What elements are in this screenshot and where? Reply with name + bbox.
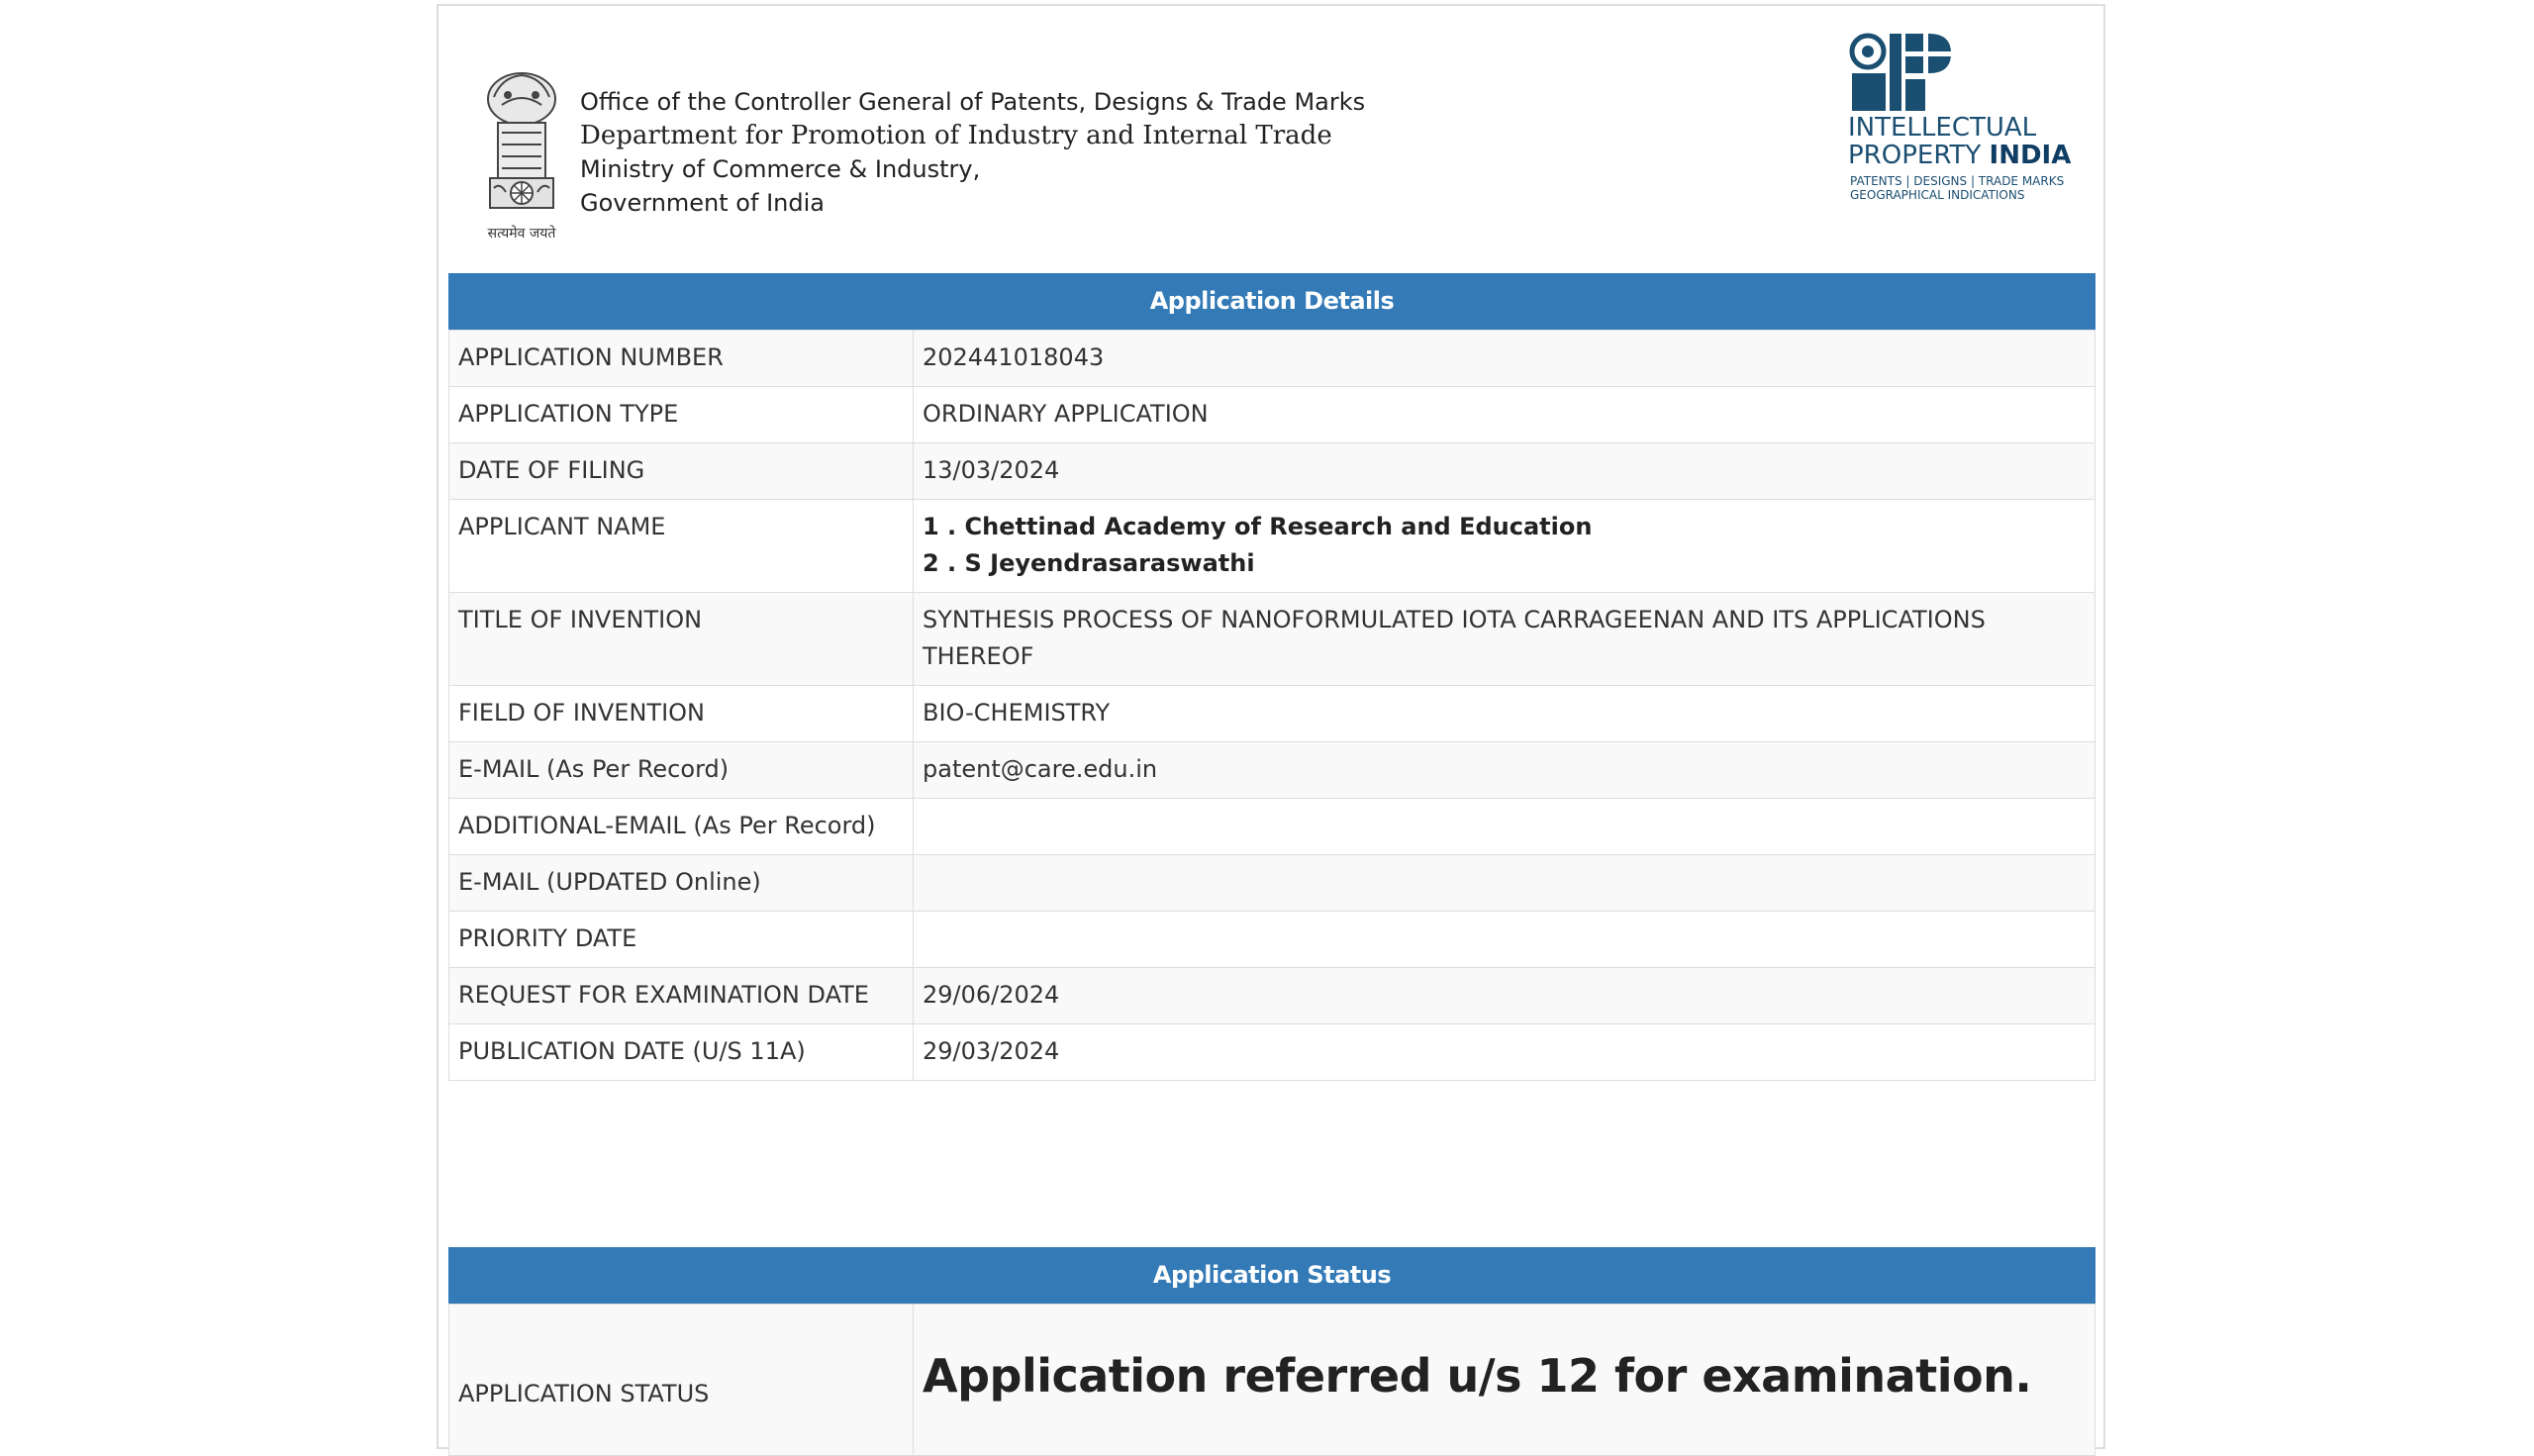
application-status-heading: Application Status: [448, 1247, 2095, 1304]
field-value: patent@care.edu.in: [914, 742, 2095, 799]
field-value: [914, 855, 2095, 912]
logo-word-intellectual: INTELLECTUAL: [1848, 113, 2037, 143]
field-label: PUBLICATION DATE (U/S 11A): [449, 1024, 914, 1081]
ip-india-logo: [1848, 30, 2086, 208]
application-status-section: [448, 1247, 2095, 1456]
field-value: [914, 500, 2095, 593]
field-value: [914, 799, 2095, 855]
table-row: [449, 387, 2095, 443]
table-row: [449, 331, 2095, 387]
page-container: [437, 4, 2105, 1449]
application-details-section: [448, 273, 2095, 1081]
field-value: 202441018043: [914, 331, 2095, 387]
table-row: [449, 742, 2095, 799]
organisation-title: [580, 85, 1365, 220]
field-label: TITLE OF INVENTION: [449, 593, 914, 686]
table-row: [449, 968, 2095, 1024]
table-row: [449, 912, 2095, 968]
org-line-4: Government of India: [580, 189, 825, 217]
field-value: 13/03/2024: [914, 443, 2095, 500]
table-row: [449, 855, 2095, 912]
applicant-name: 1 . Chettinad Academy of Research and Education: [923, 513, 1593, 540]
field-value: 29/06/2024: [914, 968, 2095, 1024]
table-row: [449, 500, 2095, 593]
field-label: ADDITIONAL-EMAIL (As Per Record): [449, 799, 914, 855]
table-row: [449, 593, 2095, 686]
applicant-name: 2 . S Jeyendrasaraswathi: [923, 549, 1255, 577]
application-status-table: [448, 1304, 2095, 1456]
field-label: APPLICANT NAME: [449, 500, 914, 593]
field-label: APPLICATION NUMBER: [449, 331, 914, 387]
table-row: [449, 443, 2095, 500]
table-row: [449, 799, 2095, 855]
field-label: E-MAIL (UPDATED Online): [449, 855, 914, 912]
field-value: 29/03/2024: [914, 1024, 2095, 1081]
logo-word-india: INDIA: [1989, 141, 2072, 170]
field-label: APPLICATION TYPE: [449, 387, 914, 443]
field-value: BIO-CHEMISTRY: [914, 686, 2095, 742]
table-row: [449, 686, 2095, 742]
table-row: [449, 1024, 2095, 1081]
field-value: SYNTHESIS PROCESS OF NANOFORMULATED IOTA CARRAGEENAN AND ITS APPLICATIONS THEREOF: [914, 593, 2095, 686]
org-line-2: Department for Promotion of Industry and Internal Trade: [580, 121, 1332, 150]
status-label: APPLICATION STATUS: [449, 1305, 914, 1456]
field-label: FIELD OF INVENTION: [449, 686, 914, 742]
field-label: DATE OF FILING: [449, 443, 914, 500]
org-line-3: Ministry of Commerce & Industry,: [580, 155, 981, 183]
logo-subtitle-2: GEOGRAPHICAL INDICATIONS: [1850, 188, 2025, 202]
logo-subtitle-1: PATENTS | DESIGNS | TRADE MARKS: [1850, 174, 2065, 188]
emblem-motto: सत्यमेव जयते: [487, 226, 556, 242]
status-value: Application referred u/s 12 for examination.: [923, 1348, 2032, 1403]
field-label: PRIORITY DATE: [449, 912, 914, 968]
national-emblem-icon: [472, 67, 571, 245]
application-details-table: [448, 330, 2095, 1081]
field-label: E-MAIL (As Per Record): [449, 742, 914, 799]
org-line-1: Office of the Controller General of Patents, Designs & Trade Marks: [580, 88, 1366, 116]
field-value: [914, 912, 2095, 968]
status-value-cell: [914, 1305, 2095, 1456]
logo-word-property-india: [1848, 141, 2071, 170]
application-details-heading: Application Details: [448, 273, 2095, 330]
logo-word-property: PROPERTY: [1848, 141, 1982, 170]
field-value: ORDINARY APPLICATION: [914, 387, 2095, 443]
table-row: [449, 1305, 2095, 1456]
ip-india-emblem-icon: [1848, 30, 1957, 115]
field-label: REQUEST FOR EXAMINATION DATE: [449, 968, 914, 1024]
